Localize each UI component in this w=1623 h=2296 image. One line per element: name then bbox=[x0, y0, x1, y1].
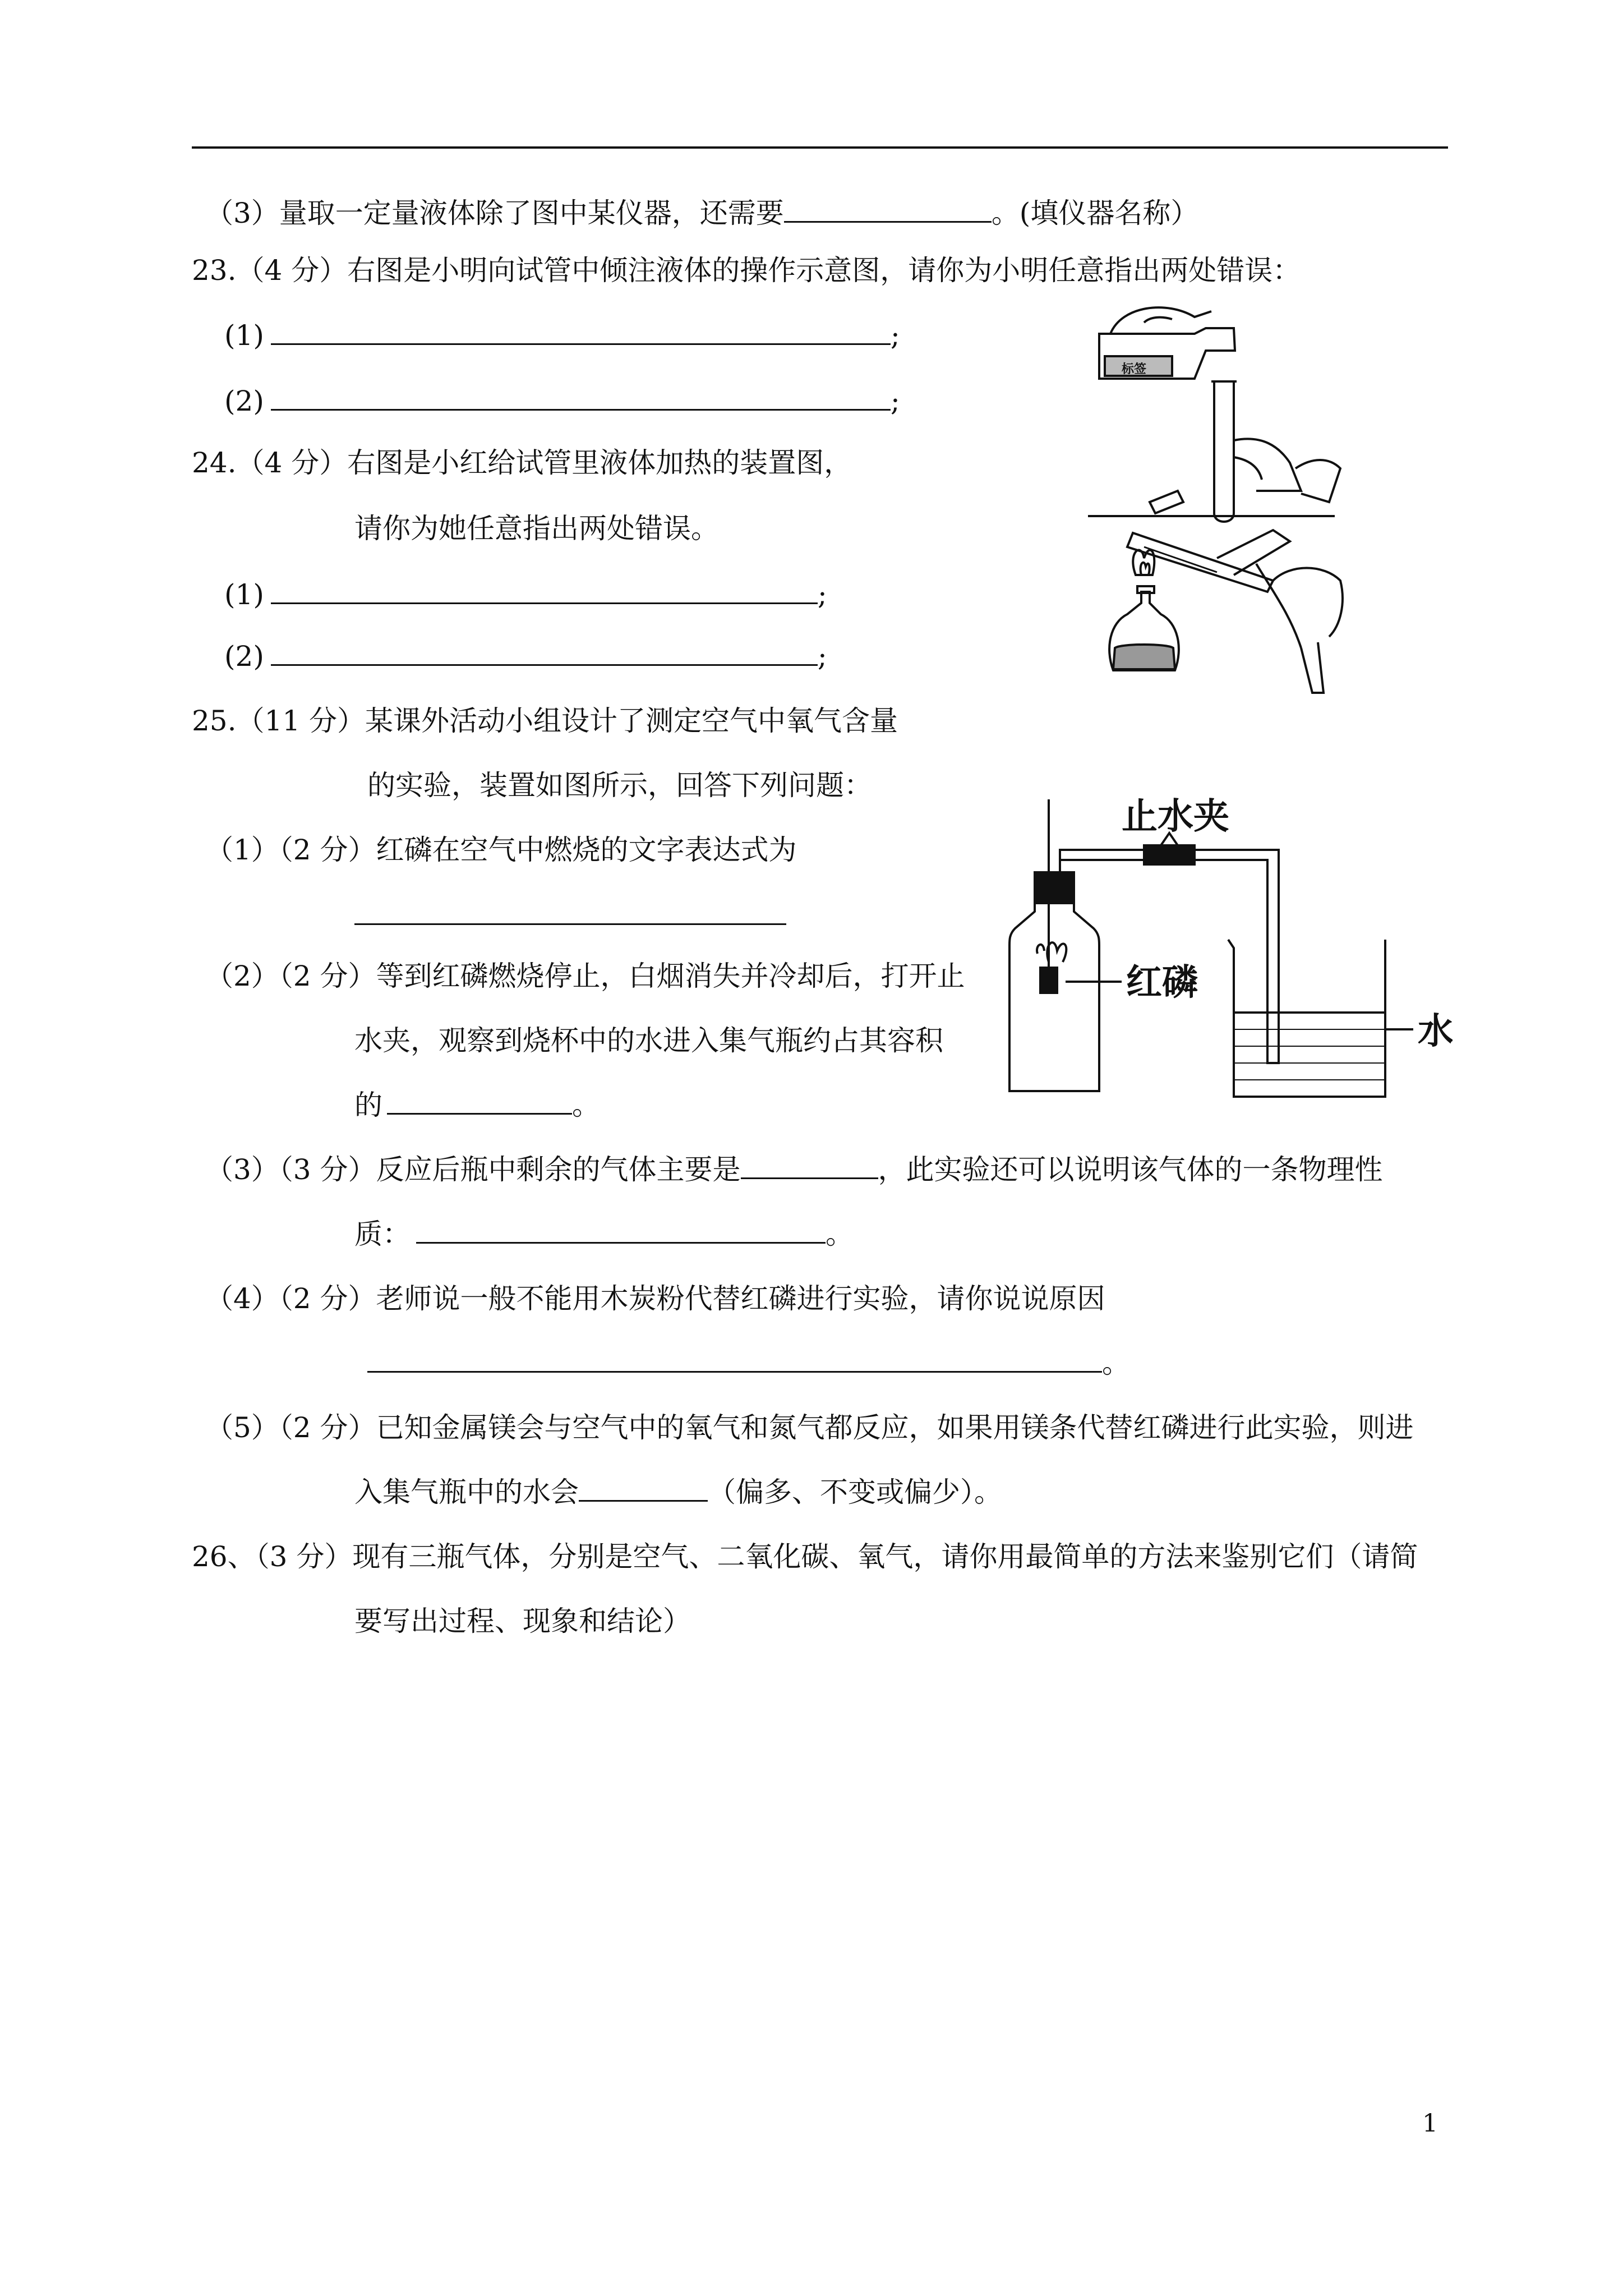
q24-item-2 bbox=[224, 639, 827, 673]
q25-part3-a bbox=[205, 1153, 1383, 1186]
answer-blank[interactable] bbox=[271, 639, 818, 666]
answer-blank[interactable] bbox=[741, 1153, 878, 1179]
svg-text:标签: 标签 bbox=[1122, 362, 1147, 376]
text: （3）（3 分）反应后瓶中剩余的气体主要是 bbox=[205, 1153, 741, 1186]
q23-stem: 23.（4 分）右图是小明向试管中倾注液体的操作示意图，请你为小明任意指出两处错误： bbox=[192, 254, 1301, 287]
q23-item-2 bbox=[224, 384, 900, 418]
answer-blank[interactable] bbox=[579, 1475, 708, 1502]
q23-item-1 bbox=[224, 319, 900, 352]
q25-stem-b: 的实验，装置如图所示，回答下列问题： bbox=[367, 769, 872, 802]
header-rule bbox=[192, 146, 1448, 149]
item-label: (1) bbox=[224, 578, 264, 611]
q25-part5-a: （5）（2 分）已知金属镁会与空气中的氧气和氮气都反应，如果用镁条代替红磷进行此实验，则进 bbox=[205, 1411, 1414, 1444]
answer-blank[interactable] bbox=[354, 923, 786, 925]
text-end: 。 bbox=[826, 1218, 854, 1250]
answer-blank[interactable] bbox=[271, 578, 818, 604]
item-label: (2) bbox=[224, 385, 264, 417]
item-end: ; bbox=[890, 319, 900, 352]
answer-blank[interactable] bbox=[271, 384, 891, 411]
q25-part1: （1）（2 分）红磷在空气中燃烧的文字表达式为 bbox=[205, 834, 797, 866]
clamp-label: 止水夹 bbox=[1122, 796, 1229, 838]
q24-stem-b: 请你为她任意指出两处错误。 bbox=[354, 512, 719, 545]
q25-part4-answer bbox=[367, 1346, 1130, 1380]
answer-blank[interactable] bbox=[387, 1088, 572, 1115]
q25-stem-a: 25.（11 分）某课外活动小组设计了测定空气中氧气含量 bbox=[192, 705, 898, 737]
q22-part3 bbox=[205, 196, 1198, 230]
text: ，此实验还可以说明该气体的一条物理性 bbox=[878, 1153, 1383, 1186]
item-end: ; bbox=[890, 385, 900, 417]
q22-text: （3）量取一定量液体除了图中某仪器，还需要 bbox=[205, 197, 784, 229]
q24-stem-a: 24.（4 分）右图是小红给试管里液体加热的装置图， bbox=[192, 447, 852, 479]
text: 的 bbox=[354, 1089, 382, 1121]
q25-part3-c bbox=[354, 1217, 854, 1251]
answer-blank[interactable] bbox=[367, 1346, 1102, 1373]
text-end: 。 bbox=[572, 1089, 600, 1121]
q22-text-end: 。(填仪器名称） bbox=[991, 197, 1199, 229]
page-number: 1 bbox=[1422, 2109, 1438, 2138]
q26-a: 26、（3 分）现有三瓶气体，分别是空气、二氧化碳、氧气，请你用最简单的方法来鉴别它们（请简 bbox=[192, 1540, 1418, 1573]
q25-part2-a: （2）（2 分）等到红磷燃烧停止，白烟消失并冷却后，打开止 bbox=[205, 960, 965, 992]
q26-b: 要写出过程、现象和结论） bbox=[354, 1605, 691, 1637]
item-end: ; bbox=[817, 640, 827, 673]
item-end: ; bbox=[817, 578, 827, 611]
answer-blank[interactable] bbox=[784, 196, 992, 223]
q25-part5-b bbox=[354, 1475, 1002, 1509]
text: （偏多、不变或偏少）。 bbox=[708, 1476, 1002, 1508]
text: 质： bbox=[354, 1218, 411, 1250]
oxygen-experiment-figure bbox=[1004, 794, 1453, 1114]
q25-part4: （4）（2 分）老师说一般不能用木炭粉代替红磷进行实验，请你说说原因 bbox=[205, 1282, 1105, 1315]
lab-operation-figure bbox=[1088, 300, 1380, 710]
item-label: (1) bbox=[224, 319, 264, 352]
q24-item-1 bbox=[224, 578, 827, 611]
text-end: 。 bbox=[1102, 1347, 1130, 1379]
text: 入集气瓶中的水会 bbox=[354, 1476, 579, 1508]
q25-part2-c bbox=[354, 1088, 600, 1122]
answer-blank[interactable] bbox=[271, 319, 891, 345]
q25-part2-b: 水夹，观察到烧杯中的水进入集气瓶约占其容积 bbox=[354, 1024, 943, 1057]
water-label: 水 bbox=[1418, 1011, 1453, 1052]
item-label: (2) bbox=[224, 640, 264, 673]
phosphorus-label: 红磷 bbox=[1126, 962, 1198, 1004]
answer-blank[interactable] bbox=[416, 1217, 826, 1244]
